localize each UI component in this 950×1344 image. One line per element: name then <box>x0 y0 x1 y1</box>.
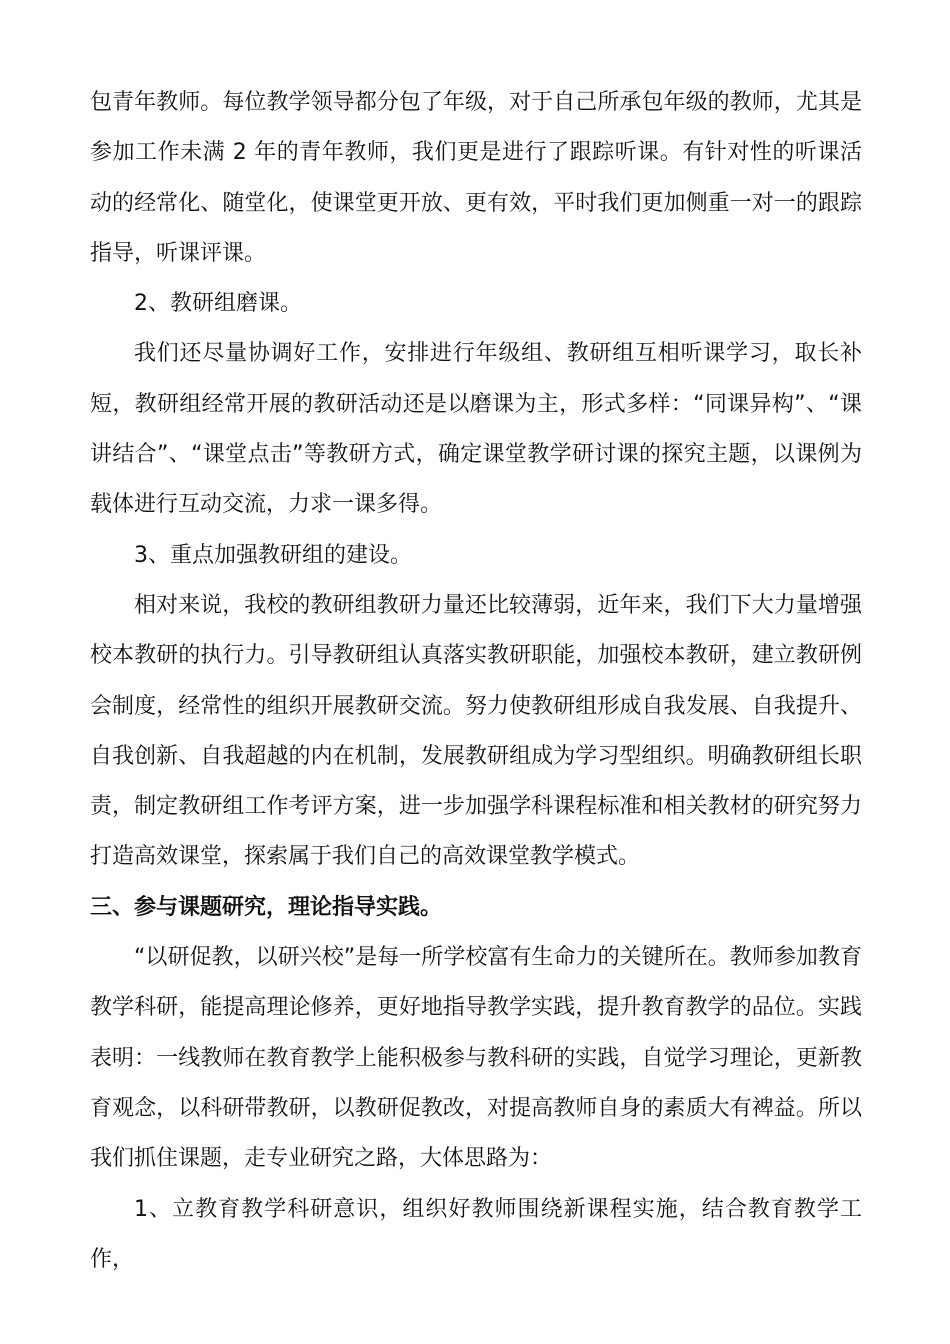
paragraph-youth-teacher-tracking: 包青年教师。每位教学领导都分包了年级，对于自己所承包年级的教师，尤其是参加工作未满 2 年的青年教师，我们更是进行了跟踪听课。有针对性的听课活动的经常化、随堂化，使课堂更开放、更有效，平时我们更加侧重一对一的跟踪指导，听课评课。 <box>90 90 862 266</box>
paragraph-research-projects: “以研促教，以研兴校”是每一所学校富有生命力的关键所在。教师参加教育教学科研，能提高理论修养，更好地指导教学实践，提升教育教学的品位。实践表明：一线教师在教育教学上能积极参与教科研的实践，自觉学习理论，更新教育观念，以科研带教研，以教研促教改，对提高教师自身的素质大有裨益。所以我们抓住课题，走专业研究之路，大体思路为： <box>90 945 862 1172</box>
paragraph-lesson-polishing: 我们还尽量协调好工作，安排进行年级组、教研组互相听课学习，取长补短，教研组经常开展的教研活动还是以磨课为主，形式多样：“同课异构”、“课讲结合”、“课堂点击”等教研方式，确定课堂教学研讨课的探究主题，以课例为载体进行互动交流，力求一课多得。 <box>90 341 862 518</box>
paragraph-research-awareness: 1、立教育教学科研意识，组织好教师围绕新课程实施，结合教育教学工作， <box>90 1196 862 1272</box>
paragraph-research-group-building: 相对来说，我校的教研组教研力量还比较薄弱，近年来，我们下大力量增强校本教研的执行力。引导教研组认真落实教研职能，加强校本教研，建立教研例会制度，经常性的组织开展教研交流。努力使教研组形成自我发展、自我提升、自我创新、自我超越的内在机制，发展教研组成为学习型组织。明确教研组长职责，制定教研组工作考评方案，进一步加强学科课程标准和相关教材的研究努力打造高效课堂，探索属于我们自己的高效课堂教学模式。 <box>90 592 862 870</box>
section-heading-research-projects: 三、参与课题研究，理论指导实践。 <box>90 894 443 920</box>
subheading-lesson-polishing: 2、教研组磨课。 <box>134 291 302 317</box>
document-page <box>90 78 862 1285</box>
subheading-research-group-building: 3、重点加强教研组的建设。 <box>134 542 412 568</box>
